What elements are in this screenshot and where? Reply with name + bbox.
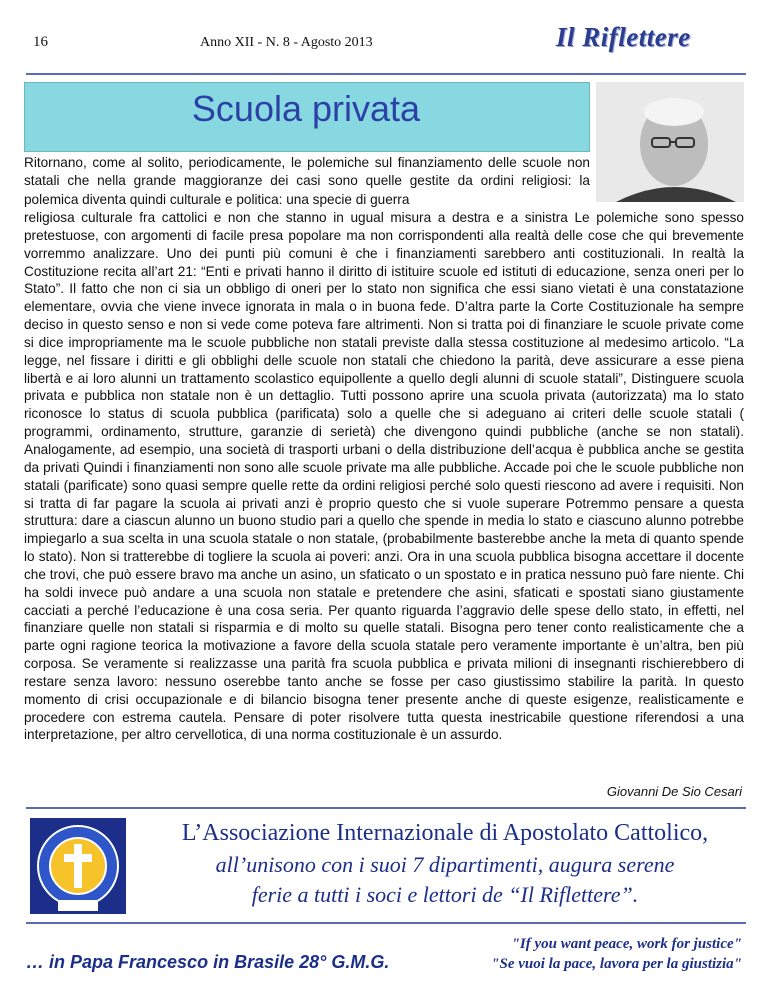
page-number: 16 [33, 34, 48, 50]
article-intro: Ritornano, come al solito, periodicamente, le polemiche sul finanziamento delle scuole non statali che nella grande maggioranze dei casi sono quelle gestite da ordini religiosi: la polemica diventa quindi culturale e politica: una specie di guerra [24, 155, 590, 207]
ad-association-name: L’Associazione Internazionale di Apostolato Cattolico, [181, 820, 709, 846]
cross-emblem-icon [28, 816, 128, 916]
footer-quote-english: "If you want peace, work for justice" [511, 936, 742, 952]
article-title: Scuola privata [191, 88, 421, 129]
footer-papa-francesco: … in Papa Francesco in Brasile 28° G.M.G. [26, 952, 390, 972]
ad-greeting-line: all’unisono con i suoi 7 dipartimenti, augura serene [215, 852, 675, 877]
top-divider [26, 73, 746, 75]
footer-quote-italian: "Se vuoi la pace, lavora per la giustizia" [491, 956, 742, 972]
portrait-image [596, 82, 744, 202]
middle-divider [26, 807, 746, 809]
aiac-logo [28, 816, 128, 916]
author-photo [596, 82, 744, 202]
issue-info: Anno XII - N. 8 - Agosto 2013 [200, 35, 373, 50]
bottom-divider [26, 922, 746, 924]
article-author: Giovanni De Sio Cesari [606, 784, 742, 799]
masthead-logo: Il Riflettere [556, 22, 691, 52]
article-body: religiosa culturale fra cattolici e non che stanno in ugual misura a destra e a sinistra Le polemiche sono spesso pretestuose, con argomenti di facile presa popolare ma non corrispondenti alla realtà delle cose che qui brevemente vorremmo analizzare. Uno dei punti più comuni è che i finanziamenti sarebbero anti costituzionali. In realtà la Costituzione recita all’art 21: “Enti e privati hanno il diritto di istituire scuole ed istituti di educazione, senza oneri per lo Stato”. Il fatto che non ci sia un obbligo di oneri per lo stato non significa che essi siano vietati è una constatazione elementare, ovvia che viene invece ignorata in mala o in buona fede. D’altra parte la Corte Costituzionale ha sempre deciso in questo senso e non si vede come poteva fare altrimenti. Non si tratta poi di finanziare le scuole private come si dice impropriamente ma le scuole pubbliche non statali previste dalla stessa costituzione al medesimo articolo. “La legge, nel fissare i diritti e gli obblighi delle scuole non statali che chiedono la parità, deve assicurare a esse piena libertà e ai loro alunni un trattamento scolastico equipollente a quello degli alunni di scuole statali”, Distinguere scuola privata e pubblica non statale non è un dettaglio. Tutti possono aprire una scuola privata (autorizzata) ma lo stato riconosce lo status di scuola pubblica (parificata) solo a quelle che si adeguano ai criteri delle scuole statali ( programmi, ordinamento, strutture, garanzie di serietà) che divengono quindi pubbliche (anche se non statali). Analogamente, ad esempio, una società di trasporti urbani o della distribuzione dell’acqua è pubblica anche se gestita da privati Quindi i finanziamenti non sono alle scuole private ma alle pubbliche. Accade poi che le scuole pubbliche non statali (parificate) sono quasi sempre quelle rette da ordini religiosi perché solo questi riescono ad avere i requisiti. Non si tratta di far pagare la scuola ai privati anzi è proprio questo che si vuole superare Potremmo pensare a questa struttura: dare a ciascun alunno un buono studio pari a quello che spende in media lo stato e ciascuno alunno potrebbe impiegarlo a sua scelta in una scuola statale o non statale, (probabilmente basterebbe anche la meta di quanto spende lo stato). Non si tratterebbe di togliere la scuola ai poveri: anzi. Ora in una scuola pubblica bisogna accettare il docente che trovi, che può essere bravo ma anche un asino, un sfaticato o un spostato e in pratica nessuno può fare niente. Chi ha soldi invece può andare a una scuola non statale e pretendere che asini, sfaticati e spostati siano giustamente cacciati a perché l’educazione è una cosa seria. Per quanto riguarda l’aggravio delle spese dello stato, in effetti, nel finanziare quelle non statali si risparmia e di molto su quelle statali. Bisogna pero tener conto realisticamente che a parte ogni ragione teorica la motivazione a favore della scuola statale pero veramente importante è un’altra, ben più corposa. Se veramente si realizzasse una parità fra scuola pubblica e privata milioni di insegnanti rischierebbero di restare senza lavoro: nessuno oserebbe tanto anche se fosse per caso giustissimo stabilire la parità. In questo momento di crisi occupazionale e di bilancio bisogna tener presente anche di queste esigenze, realisticamente e procedere con estrema cautela. Pensare di poter risolvere tutta questa inestricabile questione riferendosi a una interpretazione, per altro cervellotica, di una norma costituzionale è un assurdo. [24, 210, 744, 743]
ad-greeting-line-2: ferie a tutti i soci e lettori de “Il Riflettere”. [251, 882, 639, 907]
